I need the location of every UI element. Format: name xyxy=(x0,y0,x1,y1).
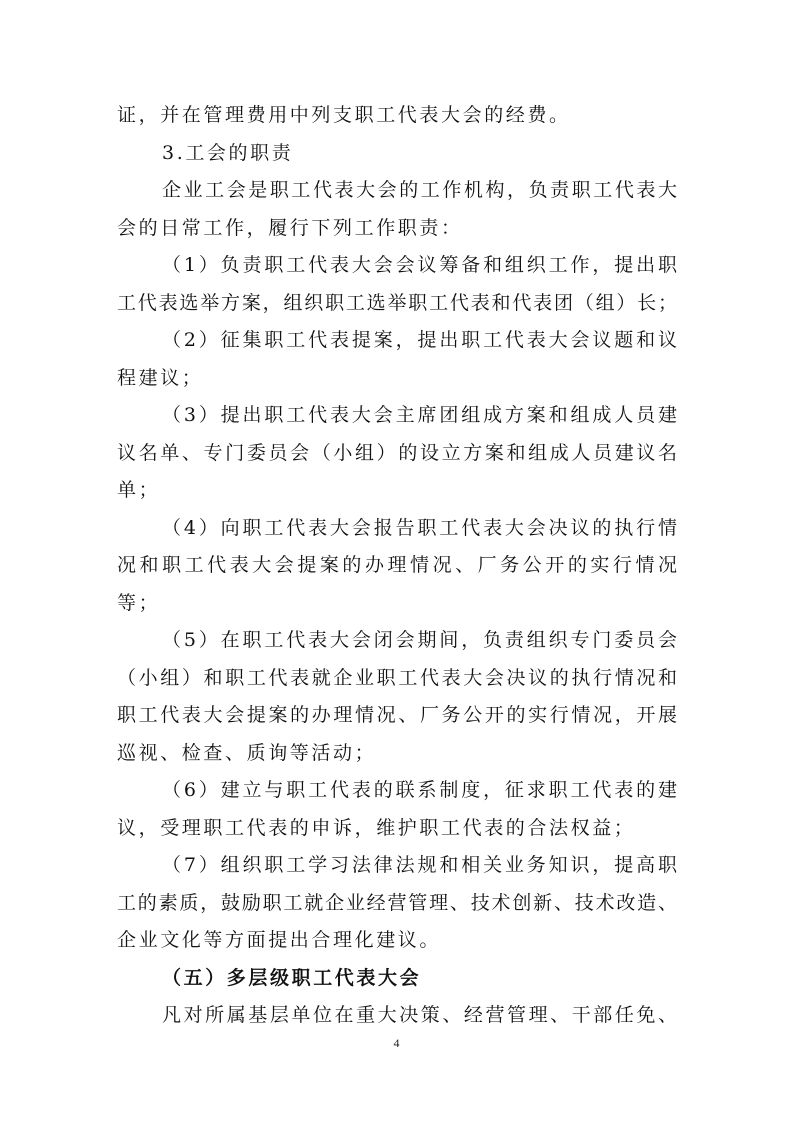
text-line: 等； xyxy=(117,591,161,614)
list-item-2: （2）征集职工代表提案，提出职工代表大会议题和议 xyxy=(162,329,677,351)
list-item-7: （7）组织职工学习法律法规和相关业务知识，提高职 xyxy=(162,854,677,876)
text-line: 议名单、专门委员会（小组）的设立方案和组成人员建议名 xyxy=(117,441,677,464)
list-item-5: （5）在职工代表大会闭会期间，负责组织专门委员会 xyxy=(162,629,677,651)
subsection-heading: （五）多层级职工代表大会 xyxy=(162,966,422,989)
text-line: （小组）和职工代表就企业职工代表大会决议的执行情况和 xyxy=(117,666,677,689)
section-heading: 3.工会的职责 xyxy=(162,141,294,164)
text-line: 工代表选举方案，组织职工选举职工代表和代表团（组）长； xyxy=(117,291,677,314)
list-item-6: （6）建立与职工代表的联系制度，征求职工代表的建 xyxy=(162,779,677,801)
text-line: 会的日常工作，履行下列工作职责： xyxy=(117,216,463,239)
document-body xyxy=(117,97,677,1035)
text-line: 单； xyxy=(117,479,161,501)
text-line: 职工代表大会提案的办理情况、厂务公开的实行情况，开展 xyxy=(117,704,677,726)
page-number: 4 xyxy=(393,1036,400,1050)
list-item-4: （4）向职工代表大会报告职工代表大会决议的执行情 xyxy=(162,516,677,539)
text-line: 工的素质，鼓励职工就企业经营管理、技术创新、技术改造、 xyxy=(117,891,677,914)
text-line: 证，并在管理费用中列支职工代表大会的经费。 xyxy=(117,104,571,126)
text-line: 企业工会是职工代表大会的工作机构，负责职工代表大 xyxy=(162,179,677,201)
list-item-1: （1）负责职工代表大会会议筹备和组织工作，提出职 xyxy=(162,254,677,276)
text-line: 议，受理职工代表的申诉，维护职工代表的合法权益； xyxy=(117,816,636,839)
list-item-3: （3）提出职工代表大会主席团组成方案和组成人员建 xyxy=(162,404,677,426)
text-line: 况和职工代表大会提案的办理情况、厂务公开的实行情况 xyxy=(117,554,677,576)
text-line: 程建议； xyxy=(117,366,204,389)
text-line: 凡对所属基层单位在重大决策、经营管理、干部任免、 xyxy=(162,1004,677,1026)
text-line: 企业文化等方面提出合理化建议。 xyxy=(117,929,442,951)
text-line: 巡视、检查、质询等活动； xyxy=(117,741,377,764)
